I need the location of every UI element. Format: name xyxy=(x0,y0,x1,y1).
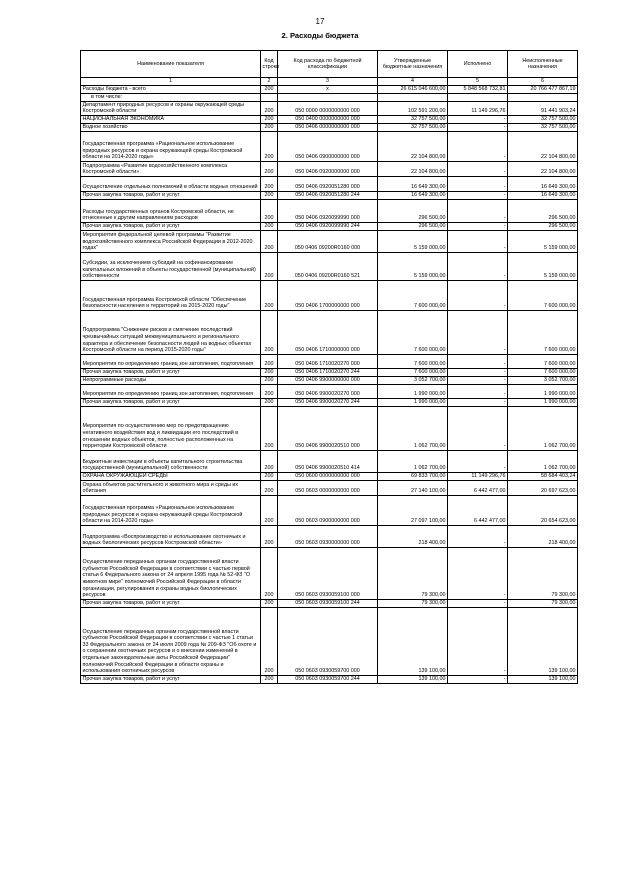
row-approved: 79 300,00 xyxy=(378,599,448,607)
section-title: 2. Расходы бюджета xyxy=(281,31,359,40)
row-classification-code: 050 0603 0000000000 000 xyxy=(278,480,378,495)
row-classification-code: 050 0000 0000000000 000 xyxy=(278,101,378,115)
row-executed: - xyxy=(448,599,508,607)
row-name: Мероприятия федеральной целевой программы "Развитие водохозяйственного комплекса Российской Федерации в 2012-2020 годах" xyxy=(81,230,261,252)
row-line-code: 200 xyxy=(261,222,278,230)
header-row xyxy=(81,51,578,78)
row-remaining: 139 100,00 xyxy=(508,607,578,675)
row-remaining: 16 649 300,00 xyxy=(508,176,578,191)
row-remaining: 5 159 000,00 xyxy=(508,252,578,280)
col-header-executed: Исполнено xyxy=(448,51,508,78)
row-approved: 102 591 200,00 xyxy=(378,101,448,115)
row-approved: 27 097 100,00 xyxy=(378,495,448,525)
row-executed: - xyxy=(448,525,508,547)
table-body xyxy=(81,86,578,684)
row-classification-code: 050 0406 0920099990 244 xyxy=(278,222,378,230)
row-executed: - xyxy=(448,450,508,472)
row-classification-code: 050 0600 0000000000 000 xyxy=(278,472,378,480)
row-classification-code: 050 0406 0920051280 000 xyxy=(278,176,378,191)
row-approved: 7 600 000,00 xyxy=(378,368,448,376)
row-classification-code: 050 0406 09200R0160 000 xyxy=(278,230,378,252)
row-line-code: 200 xyxy=(261,310,278,354)
row-approved: 32 757 500,00 xyxy=(378,123,448,131)
row-approved: 7 600 000,00 xyxy=(378,280,448,310)
row-classification-code: 050 0406 9900020510 000 xyxy=(278,406,378,450)
table-row xyxy=(81,472,578,480)
row-approved: 5 159 000,00 xyxy=(378,252,448,280)
row-name: Прочая закупка товаров, работ и услуг xyxy=(81,675,261,683)
row-classification-code: 050 0406 0900000000 000 xyxy=(278,131,378,161)
row-line-code: 200 xyxy=(261,191,278,199)
row-executed: - xyxy=(448,675,508,683)
table-row xyxy=(81,368,578,376)
row-remaining: 20 766 477 867,19 xyxy=(508,86,578,94)
row-remaining: 296 500,00 xyxy=(508,222,578,230)
row-line-code: 200 xyxy=(261,131,278,161)
row-line-code: 200 xyxy=(261,495,278,525)
row-name: Бюджетные инвестиции в объекты капитального строительства государственной (муниципальной) собственности xyxy=(81,450,261,472)
row-classification-code: 050 0400 0000000000 000 xyxy=(278,115,378,123)
table-row xyxy=(81,607,578,675)
table-row xyxy=(81,398,578,406)
row-executed: - xyxy=(448,230,508,252)
row-executed: - xyxy=(448,354,508,368)
table-row xyxy=(81,525,578,547)
table-row xyxy=(81,123,578,131)
table-row xyxy=(81,675,578,683)
row-remaining: 20 654 623,00 xyxy=(508,495,578,525)
row-remaining: 91 441 903,24 xyxy=(508,101,578,115)
col-index: 1 xyxy=(81,78,261,86)
row-remaining: 139 100,00 xyxy=(508,675,578,683)
row-approved: 16 649 300,00 xyxy=(378,191,448,199)
row-remaining: 32 757 500,00 xyxy=(508,115,578,123)
col-header-classification: Код расхода по бюджетной классификации xyxy=(278,51,378,78)
row-approved: 5 159 000,00 xyxy=(378,230,448,252)
row-remaining: 22 104 800,00 xyxy=(508,161,578,176)
col-header-remaining: Неисполненные назначения xyxy=(508,51,578,78)
col-header-approved: Утвержденные бюджетные назначения xyxy=(378,51,448,78)
row-classification-code: 050 0406 1710020270 244 xyxy=(278,368,378,376)
row-executed xyxy=(448,94,508,102)
table-row xyxy=(81,222,578,230)
row-classification-code: 050 0406 1700000000 000 xyxy=(278,280,378,310)
row-remaining: 79 300,00 xyxy=(508,599,578,607)
row-executed: - xyxy=(448,607,508,675)
row-approved: 7 600 000,00 xyxy=(378,354,448,368)
row-name: Департамент природных ресурсов и охраны окружающей среды Костромской области xyxy=(81,101,261,115)
row-approved: 69 833 700,00 xyxy=(378,472,448,480)
row-name: Мероприятия по осуществлению мер по предотвращению негативного воздействия вод и ликвидации его последствий в отношении водных объектов, полностью расположенных на территории Костромской области xyxy=(81,406,261,450)
row-approved: 22 104 800,00 xyxy=(378,131,448,161)
row-remaining: 16 649 300,00 xyxy=(508,191,578,199)
row-line-code: 200 xyxy=(261,230,278,252)
row-name: Расходы государственных органов Костромской области, не отнесенные к другим направлениям расходов xyxy=(81,199,261,222)
col-header-line-code: Код строки xyxy=(261,51,278,78)
row-remaining: 7 600 000,00 xyxy=(508,280,578,310)
row-line-code: 200 xyxy=(261,384,278,398)
row-remaining: 20 697 623,00 xyxy=(508,480,578,495)
row-executed: - xyxy=(448,310,508,354)
row-line-code xyxy=(261,94,278,102)
row-line-code: 200 xyxy=(261,86,278,94)
row-line-code: 200 xyxy=(261,547,278,599)
row-name: Прочая закупка товаров, работ и услуг xyxy=(81,368,261,376)
row-executed: - xyxy=(448,115,508,123)
table-row xyxy=(81,131,578,161)
row-remaining xyxy=(508,94,578,102)
row-name: Осуществление отдельных полномочий в области водных отношений xyxy=(81,176,261,191)
row-line-code: 200 xyxy=(261,368,278,376)
row-approved: 16 649 300,00 xyxy=(378,176,448,191)
row-remaining: 1 990 000,00 xyxy=(508,384,578,398)
row-remaining: 22 104 800,00 xyxy=(508,131,578,161)
row-line-code: 200 xyxy=(261,252,278,280)
row-line-code: 200 xyxy=(261,450,278,472)
budget-table xyxy=(80,50,578,684)
row-executed: - xyxy=(448,252,508,280)
row-classification-code: 050 0406 9900020270 244 xyxy=(278,398,378,406)
row-line-code: 200 xyxy=(261,398,278,406)
row-remaining: 79 300,00 xyxy=(508,547,578,599)
row-remaining: 7 600 000,00 xyxy=(508,368,578,376)
row-line-code: 200 xyxy=(261,599,278,607)
row-name: Субсидии, за исключением субсидий на софинансирование капитальных вложений в объекты государственной (муниципальной) собственности xyxy=(81,252,261,280)
row-executed: - xyxy=(448,406,508,450)
row-classification-code: 050 0603 0930059700 000 xyxy=(278,607,378,675)
row-name: Прочая закупка товаров, работ и услуг xyxy=(81,599,261,607)
row-classification-code: 050 0406 0920099990 000 xyxy=(278,199,378,222)
row-remaining: 58 684 403,24 xyxy=(508,472,578,480)
row-approved: 139 100,00 xyxy=(378,675,448,683)
row-remaining: 7 600 000,00 xyxy=(508,310,578,354)
col-index: 2 xyxy=(261,78,278,86)
table-row xyxy=(81,199,578,222)
row-approved: 32 757 500,00 xyxy=(378,115,448,123)
row-executed: - xyxy=(448,376,508,384)
row-remaining: 5 159 000,00 xyxy=(508,230,578,252)
row-executed: - xyxy=(448,547,508,599)
row-classification-code: 050 0406 9900000000 000 xyxy=(278,376,378,384)
table-row xyxy=(81,354,578,368)
row-classification-code: 050 0406 9900020510 414 xyxy=(278,450,378,472)
table-row xyxy=(81,406,578,450)
table-row xyxy=(81,599,578,607)
row-name: НАЦИОНАЛЬНАЯ ЭКОНОМИКА xyxy=(81,115,261,123)
row-approved: 22 104 800,00 xyxy=(378,161,448,176)
row-remaining: 1 062 700,00 xyxy=(508,406,578,450)
row-name: Мероприятия по определению границ зон затопления, подтопления xyxy=(81,354,261,368)
row-approved: 27 140 100,00 xyxy=(378,480,448,495)
row-executed: 11 149 296,76 xyxy=(448,472,508,480)
row-name: Расходы бюджета - всего xyxy=(81,86,261,94)
table-row xyxy=(81,480,578,495)
row-line-code: 200 xyxy=(261,675,278,683)
row-line-code: 200 xyxy=(261,480,278,495)
row-line-code: 200 xyxy=(261,376,278,384)
row-line-code: 200 xyxy=(261,525,278,547)
table-row xyxy=(81,94,578,102)
row-name: Государственная программа «Рациональное использование природных ресурсов и охрана окружающей среды Костромской области на 2014-2020 годы» xyxy=(81,495,261,525)
row-line-code: 200 xyxy=(261,607,278,675)
page-number: 17 xyxy=(315,17,325,26)
col-index: 5 xyxy=(448,78,508,86)
row-executed: - xyxy=(448,191,508,199)
table-row xyxy=(81,115,578,123)
table-row xyxy=(81,230,578,252)
row-executed: - xyxy=(448,368,508,376)
row-line-code: 200 xyxy=(261,472,278,480)
row-approved: 3 052 700,00 xyxy=(378,376,448,384)
row-classification-code: 050 0406 09200R0160 521 xyxy=(278,252,378,280)
row-approved: 218 400,00 xyxy=(378,525,448,547)
row-executed: - xyxy=(448,161,508,176)
table-row xyxy=(81,280,578,310)
row-classification-code: 050 0406 0920051280 244 xyxy=(278,191,378,199)
row-executed: - xyxy=(448,398,508,406)
row-name: Государственная программа Костромской области "Обеспечение безопасности населения и территорий на 2015-2020 годы" xyxy=(81,280,261,310)
row-approved: 139 100,00 xyxy=(378,607,448,675)
col-header-name: Наименование показателя xyxy=(81,51,261,78)
row-approved: 296 500,00 xyxy=(378,222,448,230)
row-classification-code: 050 0603 0930000000 000 xyxy=(278,525,378,547)
row-executed: 6 442 477,00 xyxy=(448,480,508,495)
row-approved: 296 500,00 xyxy=(378,199,448,222)
row-classification-code xyxy=(278,94,378,102)
row-remaining: 7 600 000,00 xyxy=(508,354,578,368)
column-index-row xyxy=(81,78,578,86)
row-classification-code: 050 0603 0900000000 000 xyxy=(278,495,378,525)
row-name: в том числе: xyxy=(81,94,261,102)
row-approved: 1 062 700,00 xyxy=(378,406,448,450)
row-executed: 6 442 477,00 xyxy=(448,495,508,525)
table-row xyxy=(81,191,578,199)
row-classification-code: 050 0603 0930059100 244 xyxy=(278,599,378,607)
row-name: Осуществление переданных органам государственной власти субъектов Российской Федерации в соответствии с частью 1 статьи 33 Федерального закона от 24 июля 2009 года № 209-ФЗ "Об охоте и о сохранении охотничьих ресурсов и о внесении изменений в отдельные законодательные акты Российской Федерации" полномочий Российской Федерации в области охраны и использования охотничьих ресурсов xyxy=(81,607,261,675)
table-row xyxy=(81,86,578,94)
row-name: Осуществление переданных органам государственной власти субъектов Российской Федерации в соответствии с частью первой статьи 6 Федерального закона от 24 апреля 1995 года № 52-ФЗ "О животном мире" полномочий Российской Федерации в области организации, регулирования и охраны водных биологических ресурсов xyxy=(81,547,261,599)
row-approved: 1 990 000,00 xyxy=(378,384,448,398)
row-name: Подпрограмма «Воспроизводство и использование охотничьих и водных биологических ресурсов Костромской области» xyxy=(81,525,261,547)
row-approved: 79 300,00 xyxy=(378,547,448,599)
table-row xyxy=(81,176,578,191)
row-line-code: 200 xyxy=(261,123,278,131)
row-classification-code: 050 0406 0000000000 000 xyxy=(278,123,378,131)
table-row xyxy=(81,252,578,280)
col-index: 4 xyxy=(378,78,448,86)
row-name: Прочая закупка товаров, работ и услуг xyxy=(81,222,261,230)
row-approved: 1 990 000,00 xyxy=(378,398,448,406)
row-executed: - xyxy=(448,280,508,310)
row-name: Прочая закупка товаров, работ и услуг xyxy=(81,191,261,199)
col-index: 6 xyxy=(508,78,578,86)
row-name: Мероприятия по определению границ зон затопления, подтопления xyxy=(81,384,261,398)
row-executed: - xyxy=(448,384,508,398)
row-classification-code: 050 0603 0930059700 244 xyxy=(278,675,378,683)
row-executed: - xyxy=(448,123,508,131)
row-executed: - xyxy=(448,199,508,222)
row-name: Подпрограмма «Развитие водохозяйственного комплекса Костромской области» xyxy=(81,161,261,176)
row-remaining: 296 500,00 xyxy=(508,199,578,222)
col-index: 3 xyxy=(278,78,378,86)
table-row xyxy=(81,310,578,354)
table-row xyxy=(81,161,578,176)
row-approved: 26 615 046 600,00 xyxy=(378,86,448,94)
table-row xyxy=(81,376,578,384)
row-classification-code: 050 0406 9900020270 000 xyxy=(278,384,378,398)
row-approved xyxy=(378,94,448,102)
row-remaining: 32 757 500,00 xyxy=(508,123,578,131)
row-line-code: 200 xyxy=(261,280,278,310)
row-classification-code: 050 0406 0920000000 000 xyxy=(278,161,378,176)
row-classification-code: 050 0406 1710020270 000 xyxy=(278,354,378,368)
row-line-code: 200 xyxy=(261,176,278,191)
row-executed: - xyxy=(448,222,508,230)
row-name: Водное хозяйство xyxy=(81,123,261,131)
row-name: ОХРАНА ОКРУЖАЮЩЕЙ СРЕДЫ xyxy=(81,472,261,480)
row-remaining: 218 400,00 xyxy=(508,525,578,547)
row-name: Прочая закупка товаров, работ и услуг xyxy=(81,398,261,406)
row-line-code: 200 xyxy=(261,101,278,115)
row-executed: 5 848 568 732,81 xyxy=(448,86,508,94)
row-executed: 11 149 296,76 xyxy=(448,101,508,115)
row-name: Подпрограмма "Снижение рисков и смягчение последствий чрезвычайных ситуаций межмуниципального и регионального характера и обеспечение безопасности людей на водных объектах Костромской области на период 2015-2020 годы" xyxy=(81,310,261,354)
table-row xyxy=(81,450,578,472)
row-approved: 1 062 700,00 xyxy=(378,450,448,472)
row-executed: - xyxy=(448,131,508,161)
row-line-code: 200 xyxy=(261,199,278,222)
row-line-code: 200 xyxy=(261,406,278,450)
row-remaining: 1 990 000,00 xyxy=(508,398,578,406)
row-remaining: 3 052 700,00 xyxy=(508,376,578,384)
row-classification-code: x xyxy=(278,86,378,94)
table-row xyxy=(81,547,578,599)
row-name: Охрана объектов растительного и животного мира и среды их обитания xyxy=(81,480,261,495)
row-line-code: 200 xyxy=(261,115,278,123)
row-approved: 7 600 000,00 xyxy=(378,310,448,354)
table-row xyxy=(81,495,578,525)
table-row xyxy=(81,384,578,398)
row-name: Непрограммные расходы xyxy=(81,376,261,384)
row-line-code: 200 xyxy=(261,161,278,176)
row-remaining: 1 062 700,00 xyxy=(508,450,578,472)
row-classification-code: 050 0406 1710000000 000 xyxy=(278,310,378,354)
row-line-code: 200 xyxy=(261,354,278,368)
row-name: Государственная программа «Рациональное использование природных ресурсов и охрана окружающей среды Костромской области на 2014-2020 годы» xyxy=(81,131,261,161)
row-classification-code: 050 0603 0930059100 000 xyxy=(278,547,378,599)
table-row xyxy=(81,101,578,115)
row-executed: - xyxy=(448,176,508,191)
